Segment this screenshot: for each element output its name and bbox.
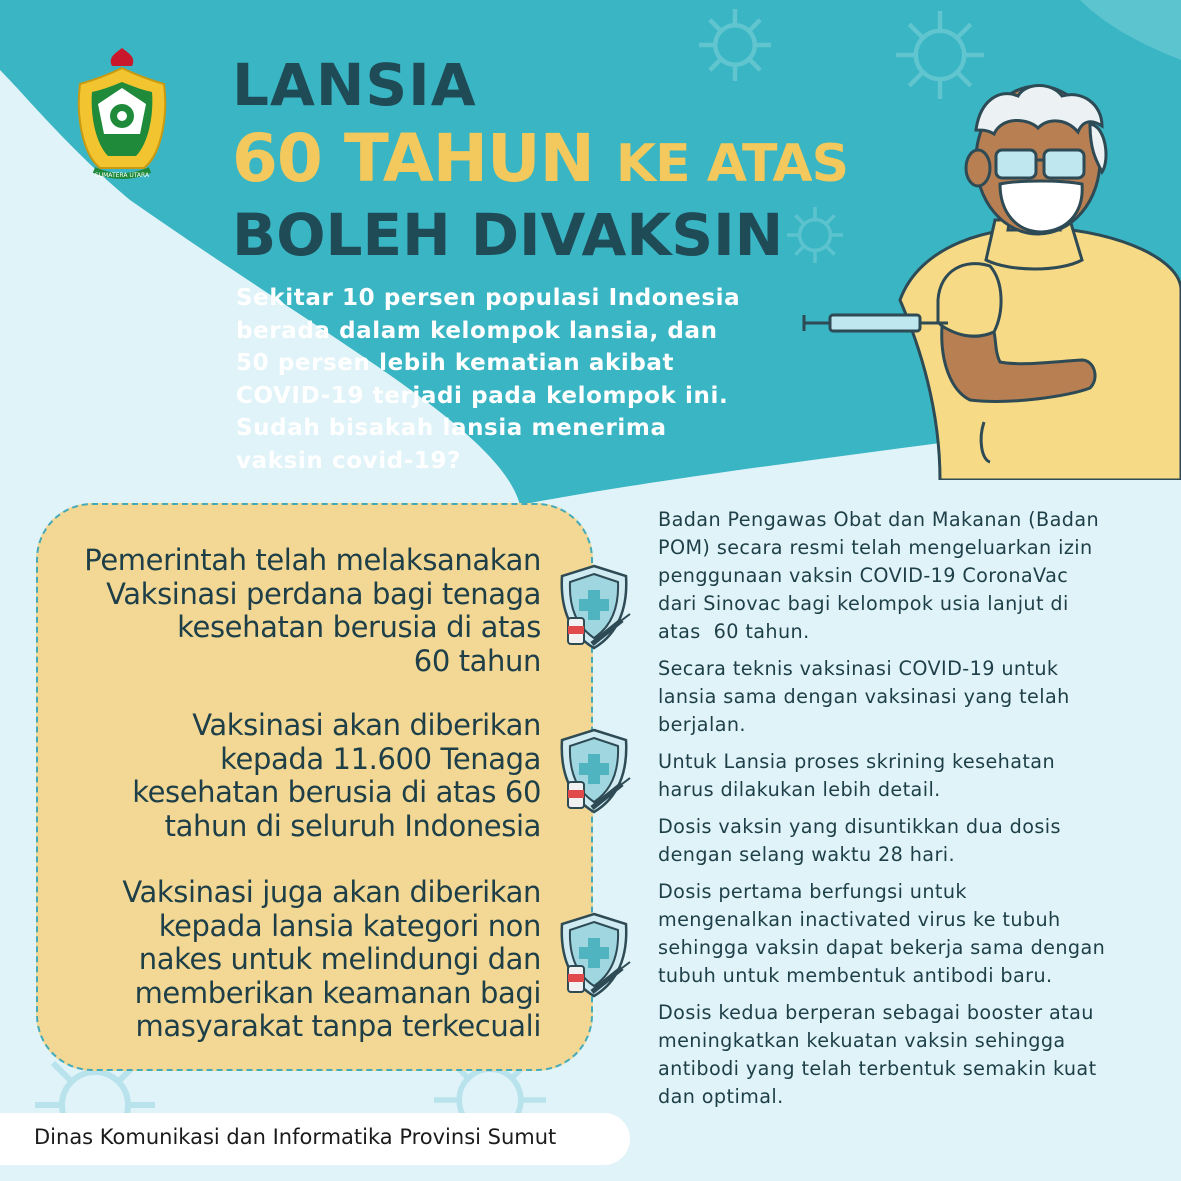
detail-paragraph (658, 878, 1158, 990)
key-point-2 (132, 709, 541, 843)
intro-line: COVID-19 terjadi pada kelompok ini. (236, 382, 729, 409)
elderly-man-vaccination-illustration (790, 60, 1181, 480)
emblem-text: SUMATERA UTARA (94, 172, 150, 179)
detail-paragraph (658, 506, 1158, 646)
detail-line: dan optimal. (658, 1085, 784, 1108)
key-point-line: memberikan keamanan bagi (134, 975, 541, 1010)
key-point-line: Pemerintah telah melaksanakan (84, 543, 541, 577)
detail-line: tubuh untuk membentuk antibodi baru. (658, 964, 1053, 987)
key-point-3 (122, 876, 541, 1044)
detail-line: Dosis pertama berfungsi untuk (658, 880, 967, 903)
intro-line: vaksin covid-19? (236, 447, 462, 474)
detail-line: meningkatkan kekuatan vaksin sehingga (658, 1029, 1066, 1052)
sumatera-utara-emblem-icon (70, 44, 174, 184)
detail-line: lansia sama dengan vaksinasi yang telah (658, 685, 1070, 708)
intro-line: berada dalam kelompok lansia, dan (236, 317, 718, 344)
intro-text (236, 282, 816, 477)
detail-paragraph (658, 655, 1158, 739)
detail-line: sehingga vaksin dapat bekerja sama dengan (658, 936, 1106, 959)
detail-line: mengenalkan inactivated virus ke tubuh (658, 908, 1061, 931)
key-point-line: Vaksinasi juga akan diberikan (122, 875, 541, 909)
key-point-line: kepada 11.600 Tenaga (220, 741, 541, 776)
title-age: 60 TAHUN (232, 120, 594, 197)
key-point-line: Vaksinasi perdana bagi tenaga (106, 576, 541, 611)
detail-line: Secara teknis vaksinasi COVID-19 untuk (658, 657, 1059, 680)
details-column (658, 506, 1158, 1120)
key-point-line: 60 tahun (413, 643, 541, 678)
detail-line: penggunaan vaksin COVID-19 CoronaVac (658, 564, 1069, 587)
detail-line: dengan selang waktu 28 hari. (658, 843, 955, 866)
detail-line: harus dilakukan lebih detail. (658, 778, 941, 801)
intro-line: 50 persen lebih kematian akibat (236, 350, 675, 376)
detail-line: antibodi yang telah terbentuk semakin kuat (658, 1057, 1097, 1080)
detail-line: POM) secara resmi telah mengeluarkan izin (658, 536, 1093, 559)
vaccine-shield-icon (556, 910, 632, 1000)
detail-line: berjalan. (658, 713, 746, 736)
key-point-line: Vaksinasi akan diberikan (192, 708, 541, 742)
detail-line: atas 60 tahun. (658, 620, 810, 643)
detail-line: Dosis kedua berperan sebagai booster atau (658, 1001, 1094, 1024)
title-line-2 (232, 120, 849, 197)
title-line-1: LANSIA (232, 51, 477, 119)
key-point-1 (84, 544, 541, 678)
detail-line: dari Sinovac bagi kelompok usia lanjut di (658, 592, 1069, 615)
detail-line: Untuk Lansia proses skrining kesehatan (658, 750, 1056, 773)
title-ke-atas: KE ATAS (615, 134, 849, 194)
detail-paragraph (658, 813, 1158, 869)
key-point-line: nakes untuk melindungi dan (138, 942, 541, 976)
footer-bar (0, 1113, 630, 1165)
footer-text: Dinas Komunikasi dan Informatika Provinsi Sumut (34, 1125, 557, 1149)
detail-line: Badan Pengawas Obat dan Makanan (Badan (658, 508, 1100, 531)
key-point-line: kesehatan berusia di atas (177, 610, 541, 644)
intro-line: Sudah bisakah lansia menerima (236, 415, 667, 441)
key-point-line: kepada lansia kategori non (158, 908, 541, 943)
key-point-line: tahun di seluruh Indonesia (164, 808, 541, 843)
key-point-line: kesehatan berusia di atas 60 (132, 775, 541, 809)
key-point-line: masyarakat tanpa terkecuali (135, 1009, 541, 1043)
detail-paragraph (658, 748, 1158, 804)
vaccine-shield-icon (556, 726, 632, 816)
virus-icon (690, 0, 780, 90)
intro-line: Sekitar 10 persen populasi Indonesia (236, 285, 741, 311)
detail-line: Dosis vaksin yang disuntikkan dua dosis (658, 815, 1061, 838)
detail-paragraph (658, 999, 1158, 1111)
title-line-3: BOLEH DIVAKSIN (232, 201, 784, 269)
vaccine-shield-icon (556, 562, 632, 652)
